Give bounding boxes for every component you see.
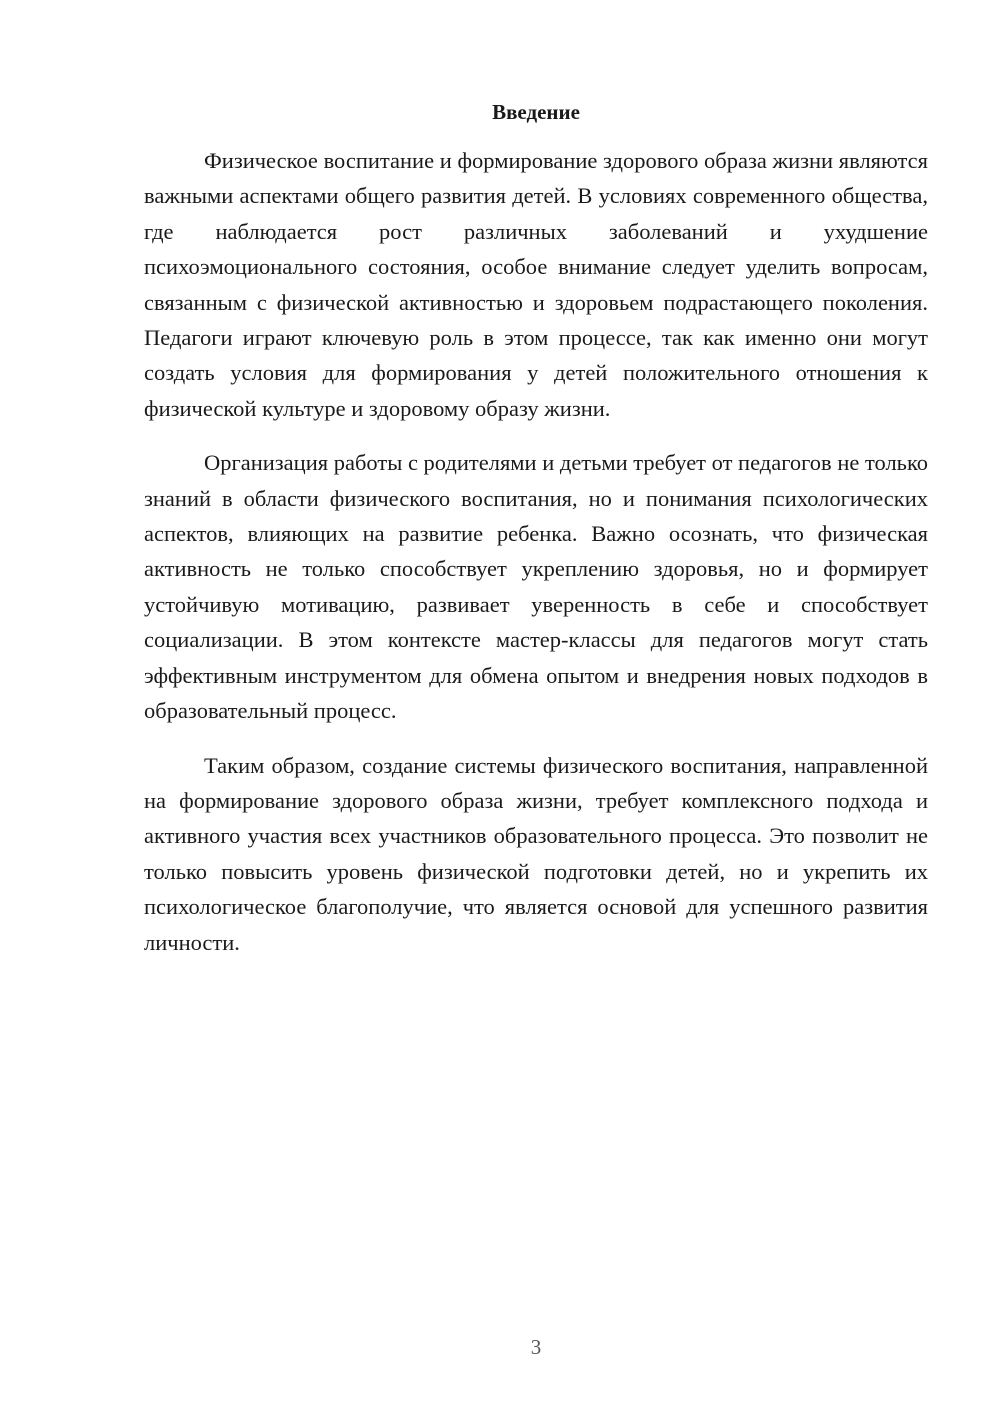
body-text xyxy=(144,143,928,979)
paragraph: Физическое воспитание и формирование здорового образа жизни являются важными аспектами общего развития детей. В условиях современного общества, где наблюдается рост различных заболеваний и ухудшение психоэмоционального состояния, особое внимание следует уделить вопросам, связанным с физической активностью и здоровьем подрастающего поколения. Педагоги играют ключевую роль в этом процессе, так как именно они могут создать условия для формирования у детей положительного отношения к физической культуре и здоровому образу жизни. xyxy=(144,148,928,421)
page-number: 3 xyxy=(530,1335,542,1359)
section-heading: Введение xyxy=(492,100,580,124)
paragraph: Таким образом, создание системы физического воспитания, направленной на формирование здорового образа жизни, требует комплексного подхода и активного участия всех участников образовательного процесса. Это позволит не только повысить уровень физической подготовки детей, но и укрепить их психологическое благополучие, что является основой для успешного развития личности. xyxy=(144,752,928,955)
paragraph: Организация работы с родителями и детьми требует от педагогов не только знаний в области физического воспитания, но и понимания психологических аспектов, влияющих на развитие ребенка. Важно осознать, что физическая активность не только способствует укреплению здоровья, но и формирует устойчивую мотивацию, развивает уверенность в себе и способствует социализации. В этом контексте мастер-классы для педагогов могут стать эффективным инструментом для обмена опытом и внедрения новых подходов в образовательный процесс. xyxy=(144,450,928,724)
